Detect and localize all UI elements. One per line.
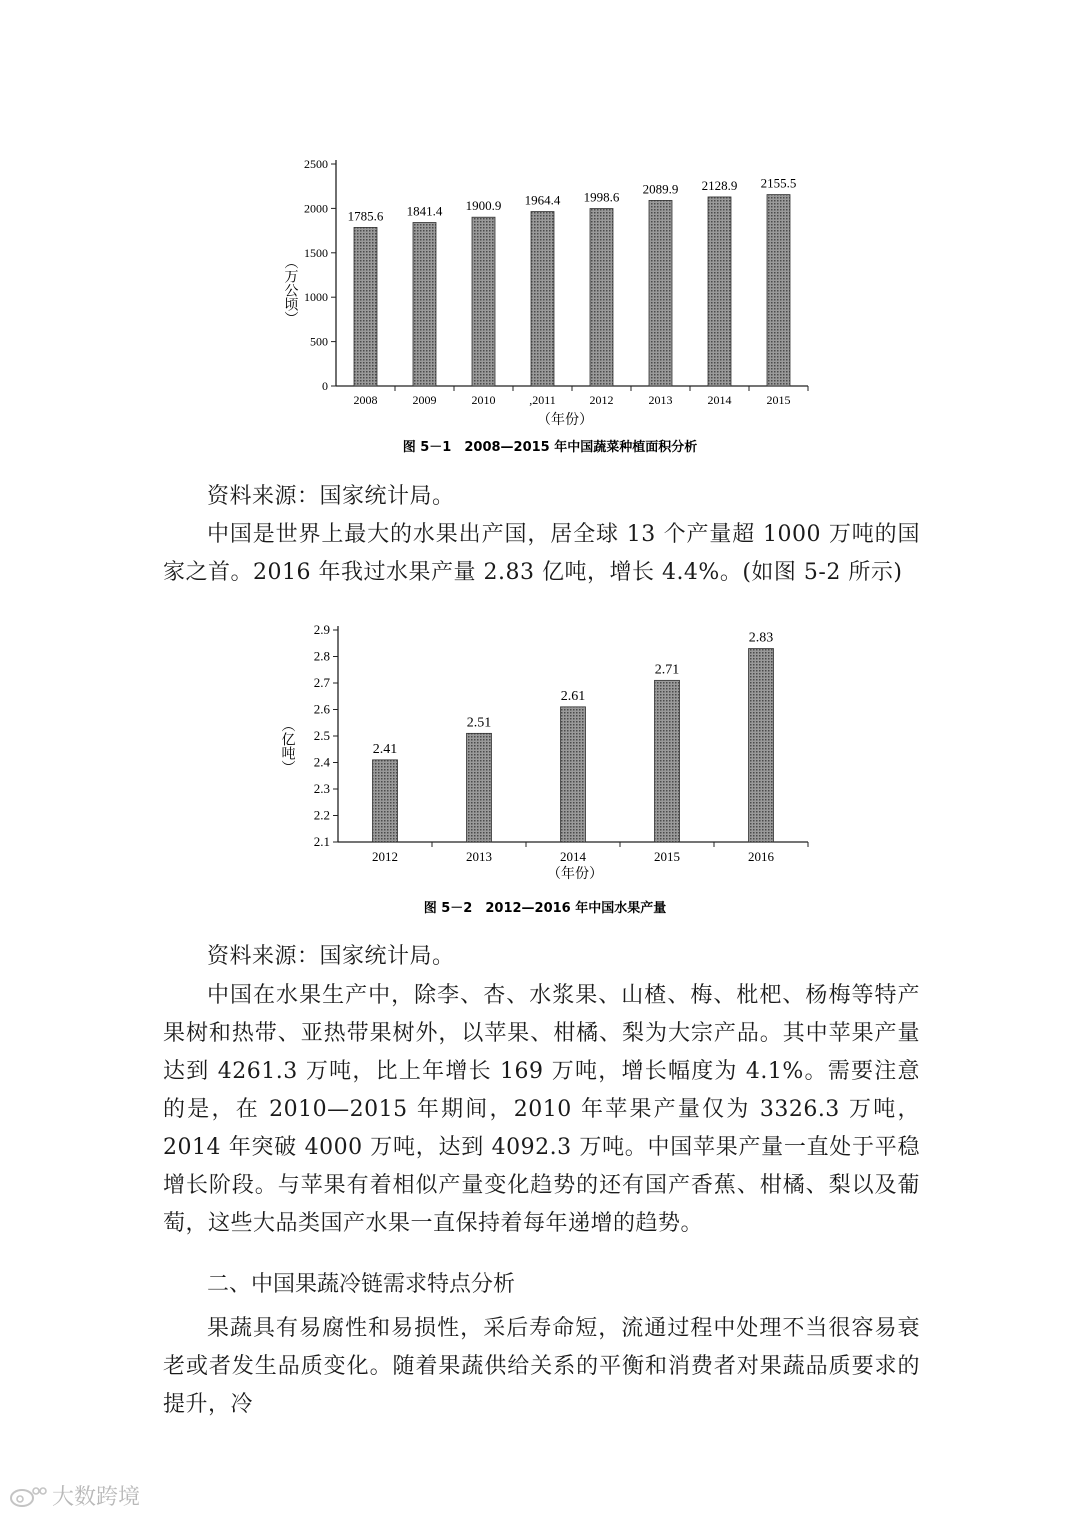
y-tick-label: 2.8: [313, 648, 330, 664]
bar-value-label: 1841.4: [406, 203, 443, 219]
y-axis-label-text: （万公顷）: [282, 255, 298, 325]
y-axis-label: [280, 718, 296, 774]
y-tick-label: 0: [322, 379, 328, 393]
y-tick-label: 2000: [304, 201, 328, 216]
y-tick-label: 2.3: [313, 781, 330, 796]
bar: [708, 197, 731, 386]
x-tick-label: 2008: [353, 393, 378, 407]
y-tick-label: 2.4: [313, 754, 330, 770]
x-tick-label: 2012: [372, 849, 398, 864]
bar-value-label: 2.83: [748, 630, 774, 646]
paragraph-fruit-production: 中国是世界上最大的水果出产国，居全球 13 个产量超 1000 万吨的国家之首。2016 年我过水果产量 2.83 亿吨，增长 4.4%。(如图 5-2 所示): [163, 522, 920, 585]
bar: [531, 212, 554, 386]
x-tick-label: 2014: [560, 849, 586, 864]
chart-vegetable-area: [0, 140, 1080, 470]
y-axis-label-text: （亿吨）: [279, 718, 295, 774]
bar-value-label: 1998.6: [583, 189, 620, 205]
y-tick-label: 2.9: [313, 622, 330, 637]
chart-fruit-output: [0, 610, 1080, 930]
y-tick-label: 2.2: [313, 807, 330, 823]
bar-value-label: 1785.6: [347, 208, 384, 224]
y-tick-label: 2.7: [313, 675, 330, 690]
x-tick-label: 2016: [748, 849, 774, 864]
y-axis-label: [283, 255, 299, 325]
x-tick-label: 2012: [589, 393, 614, 407]
bar: [649, 200, 672, 386]
x-axis-label: （年份）: [547, 867, 603, 882]
chart-caption: 图 5－1 2008—2015 年中国蔬菜种植面积分析: [402, 440, 698, 455]
x-tick-label: 2009: [412, 393, 437, 407]
y-tick-label: 2.1: [313, 834, 330, 849]
weibo-logo-icon: [8, 1483, 48, 1509]
bar-value-label: 2128.9: [701, 177, 738, 193]
bar: [749, 649, 774, 842]
bar: [373, 760, 398, 842]
source-note-2: 资料来源：国家统计局。: [207, 944, 455, 969]
y-tick-label: 2.6: [313, 701, 330, 717]
section-heading: 二、中国果蔬冷链需求特点分析: [207, 1272, 516, 1297]
bar: [472, 217, 495, 386]
x-axis-label: （年份）: [537, 413, 593, 428]
x-tick-label: 2013: [648, 393, 673, 407]
bar-value-label: 1964.4: [524, 192, 561, 208]
bar: [590, 209, 613, 386]
watermark-text: 大数跨境: [52, 1485, 141, 1510]
bar-value-label: 2089.9: [642, 181, 679, 197]
y-tick-label: 2.5: [313, 728, 330, 743]
x-tick-label: 2010: [471, 393, 496, 407]
x-tick-label: 2014: [707, 393, 732, 407]
bar-value-label: 2155.5: [760, 175, 797, 191]
bar-value-label: 2.71: [654, 662, 680, 678]
bar-value-label: 2.41: [372, 741, 398, 757]
watermark: [8, 1480, 140, 1511]
bar-value-label: 2.51: [466, 715, 492, 731]
chart-caption: 图 5－2 2012—2016 年中国水果产量: [423, 901, 667, 916]
bar: [413, 222, 436, 386]
x-tick-label: 2015: [654, 849, 680, 864]
paragraph-apple-production: 中国在水果生产中，除李、杏、水浆果、山楂、梅、枇杷、杨梅等特产果树和热带、亚热带果树外，以苹果、柑橘、梨为大宗产品。其中苹果产量达到 4261.3 万吨，比上年增长 169 万吨，增长幅度为 4.1%。需要注意的是，在 2010—2015 年期间，2010 年苹果产量仅为 3326.3 万吨，2014 年突破 4000 万吨，达到 4092.3 万吨。中国苹果产量一直处于平稳增长阶段。与苹果有着相似产量变化趋势的还有国产香蕉、柑橘、梨以及葡萄，这些大品类国产水果一直保持着每年递增的趋势。: [163, 983, 920, 1236]
y-tick-label: 1000: [304, 290, 328, 305]
x-tick-label: 2015: [766, 393, 791, 407]
bar: [561, 707, 586, 842]
source-note-1: 资料来源：国家统计局。: [207, 484, 455, 509]
y-tick-label: 500: [310, 334, 328, 349]
x-tick-label: ,2011: [529, 393, 556, 407]
bar: [467, 733, 492, 842]
bar-value-label: 1900.9: [465, 198, 502, 214]
bar: [354, 227, 377, 386]
y-tick-label: 1500: [304, 245, 328, 260]
bar: [655, 680, 680, 842]
bar-value-label: 2.61: [560, 688, 586, 704]
bar: [767, 195, 790, 386]
x-tick-label: 2013: [466, 849, 492, 864]
y-tick-label: 2500: [304, 157, 328, 171]
paragraph-cold-chain: 果蔬具有易腐性和易损性，采后寿命短，流通过程中处理不当很容易衰老或者发生品质变化。随着果蔬供给关系的平衡和消费者对果蔬品质要求的提升，冷: [163, 1316, 920, 1417]
